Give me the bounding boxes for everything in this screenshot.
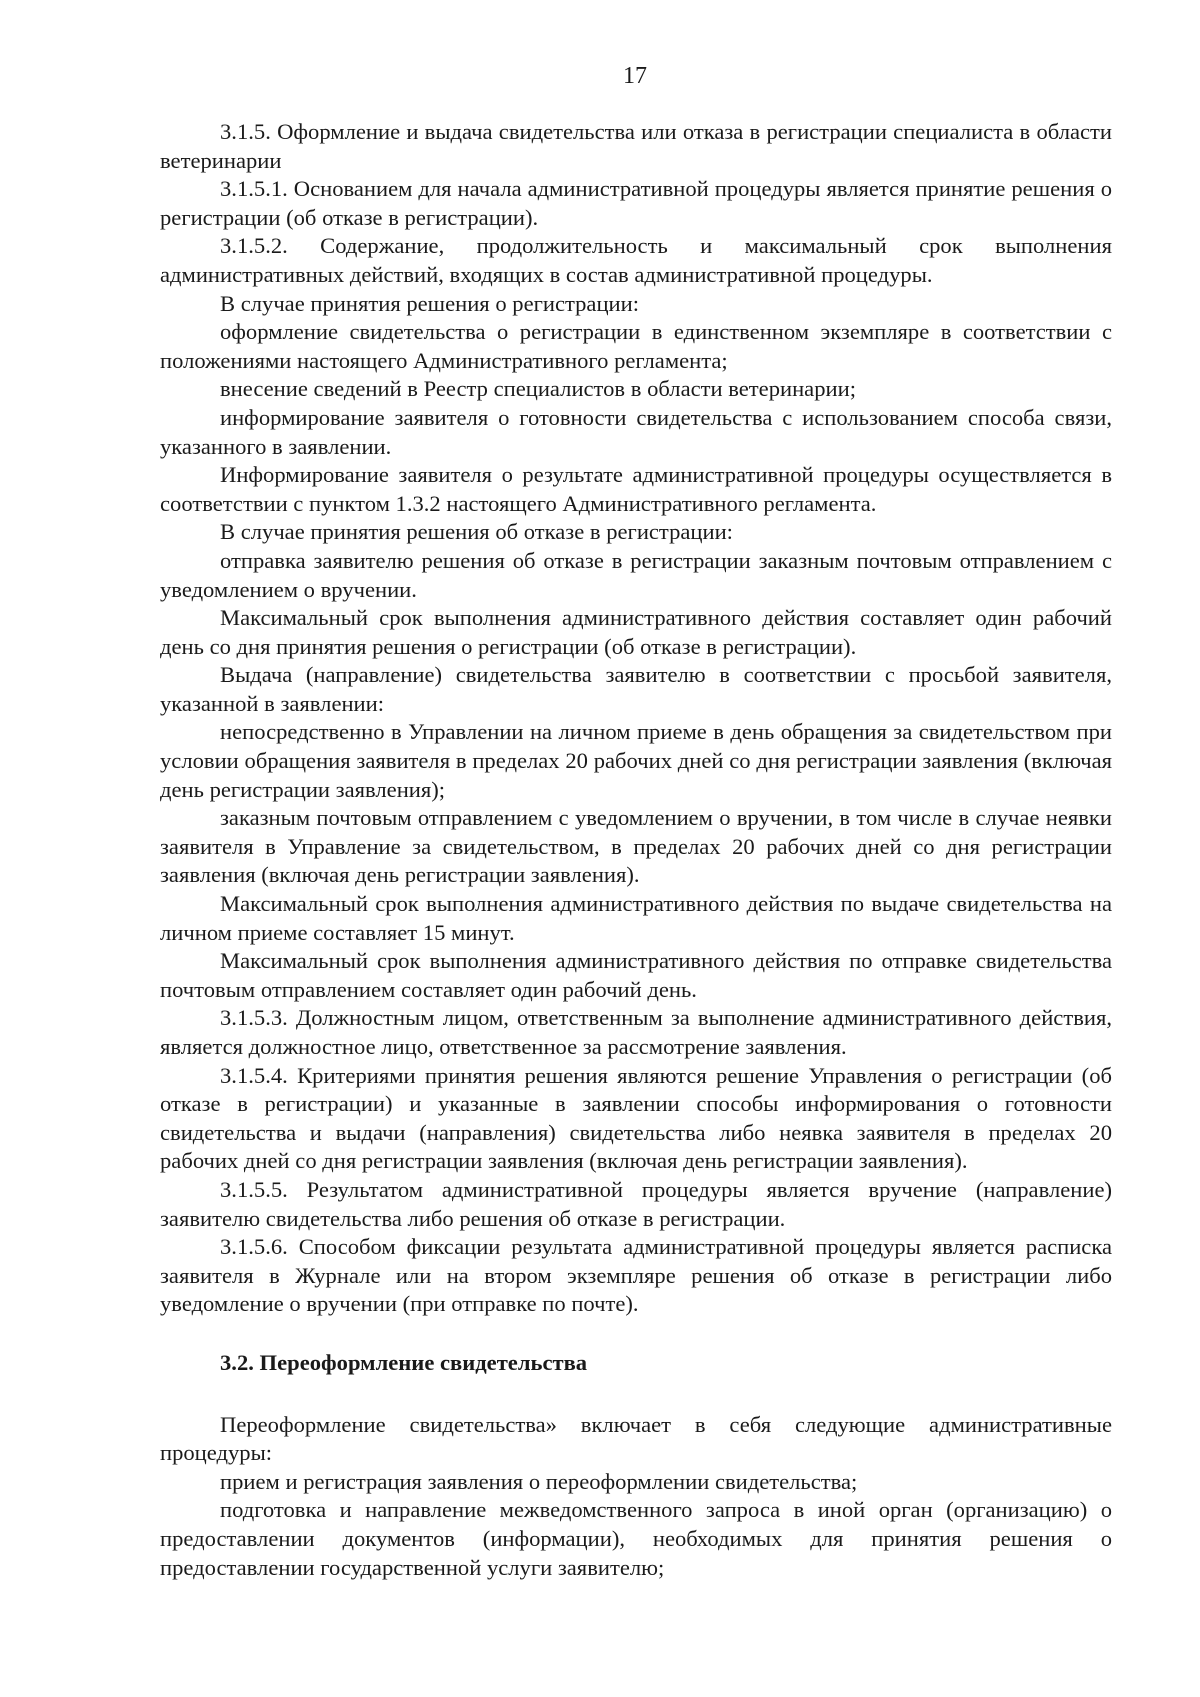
paragraph: 3.1.5. Оформление и выдача свидетельства или отказа в регистрации специалиста в области ветеринарии: [160, 119, 1112, 173]
paragraph: Максимальный срок выполнения административного действия составляет один рабочий день со дня принятия решения о регистрации (об отказе в регистрации).: [160, 605, 1112, 659]
paragraph: 3.1.5.1. Основанием для начала административной процедуры является принятие решения о регистрации (об отказе в регистрации).: [160, 176, 1112, 230]
paragraph: 3.1.5.6. Способом фиксации результата административной процедуры является расписка заявителя в Журнале или на втором экземпляре решения об отказе в регистрации либо уведомление о вручении (при отправке по почте).: [160, 1234, 1112, 1317]
paragraph: Выдача (направление) свидетельства заявителю в соответствии с просьбой заявителя, указанной в заявлении:: [160, 662, 1112, 716]
paragraph: подготовка и направление межведомственного запроса в иной орган (организацию) о предоставлении документов (информации), необходимых для принятия решения о предоставлении государственной услуги заявителю;: [160, 1497, 1112, 1580]
paragraph: Максимальный срок выполнения административного действия по выдаче свидетельства на личном приеме составляет 15 минут.: [160, 891, 1112, 945]
paragraph: Максимальный срок выполнения административного действия по отправке свидетельства почтовым отправлением составляет один рабочий день.: [160, 948, 1112, 1002]
paragraph: информирование заявителя о готовности свидетельства с использованием способа связи, указанного в заявлении.: [160, 404, 1112, 459]
paragraph: Переоформление свидетельства» включает в себя следующие административные процедуры:: [160, 1411, 1112, 1466]
paragraph: 3.1.5.4. Критериями принятия решения являются решение Управления о регистрации (об отказе в регистрации) и указанные в заявлении способы информирования о готовности свидетельства и выдачи (направления) свидетельства либо неявка заявителя в пределах 20 рабочих дней со дня регистрации заявления (включая день регистрации заявления).: [160, 1062, 1112, 1174]
paragraph: отправка заявителю решения об отказе в регистрации заказным почтовым отправлением с уведомлением о вручении.: [160, 547, 1112, 602]
section-heading: 3.2. Переоформление свидетельства: [220, 1349, 588, 1375]
paragraph: В случае принятия решения об отказе в регистрации:: [220, 519, 733, 545]
paragraph: Информирование заявителя о результате административной процедуры осуществляется в соответствии с пунктом 1.3.2 настоящего Административного регламента.: [160, 462, 1112, 516]
paragraph: оформление свидетельства о регистрации в единственном экземпляре в соответствии с положениями настоящего Административного регламента;: [160, 319, 1112, 373]
document-body: [160, 118, 1112, 1582]
paragraph: 3.1.5.3. Должностным лицом, ответственным за выполнение административного действия, является должностное лицо, ответственное за рассмотрение заявления.: [160, 1005, 1112, 1059]
page-number: 17: [623, 63, 647, 89]
paragraph: прием и регистрация заявления о переоформлении свидетельства;: [220, 1468, 858, 1494]
paragraph: непосредственно в Управлении на личном приеме в день обращения за свидетельством при условии обращения заявителя в пределах 20 рабочих дней со дня регистрации заявления (включая день регистрации заявления);: [160, 719, 1112, 802]
paragraph: внесение сведений в Реестр специалистов в области ветеринарии;: [220, 376, 856, 402]
paragraph: В случае принятия решения о регистрации:: [220, 290, 640, 316]
paragraph: 3.1.5.2. Содержание, продолжительность и максимальный срок выполнения административных действий, входящих в состав административной процедуры.: [160, 233, 1112, 287]
paragraph: 3.1.5.5. Результатом административной процедуры является вручение (направление) заявителю свидетельства либо решения об отказе в регистрации.: [160, 1176, 1112, 1231]
paragraph: заказным почтовым отправлением с уведомлением о вручении, в том числе в случае неявки заявителя в Управление за свидетельством, в пределах 20 рабочих дней со дня регистрации заявления (включая день регистрации заявления).: [160, 805, 1112, 888]
